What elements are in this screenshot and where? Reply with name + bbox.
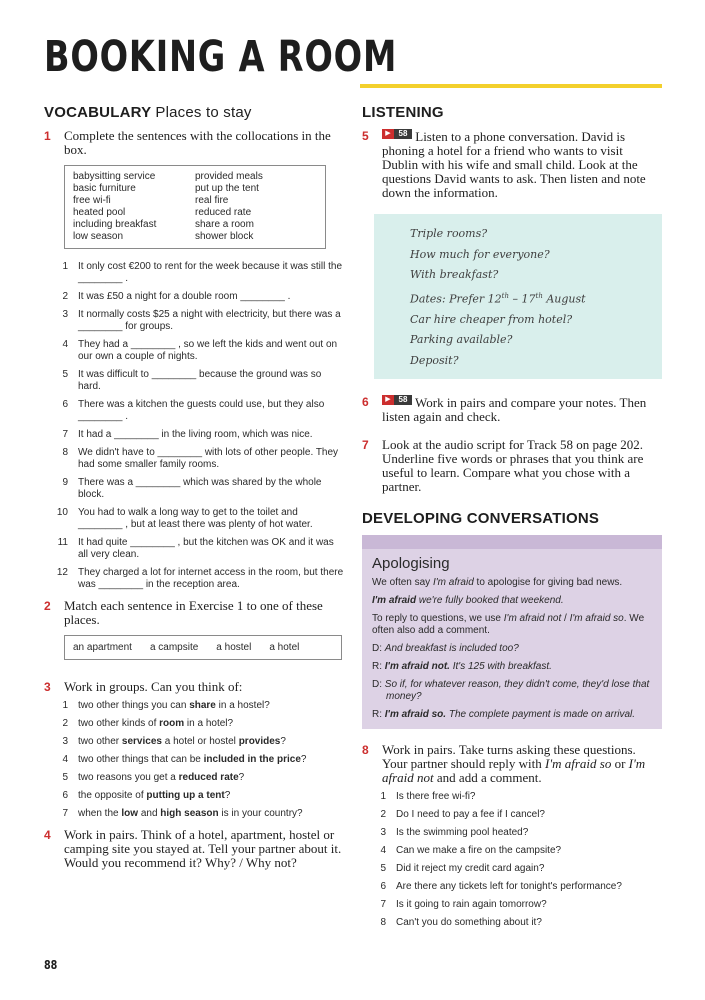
item-text: a hotel or hostel	[161, 736, 239, 747]
box-phrase: I'm afraid not	[503, 613, 562, 625]
list-item: 11 It had quite ________ , but the kitchen was OK and it was all very clean.	[57, 537, 334, 560]
item-text: It had a ________ in the living room, which was nice.	[78, 429, 313, 440]
list-item: 6 the opposite of putting up a tent?	[62, 790, 231, 801]
vocabulary-heading-light: Places to stay	[155, 104, 252, 121]
place-option: a hotel	[269, 642, 300, 653]
dialogue-text: So if, for whatever reason, they didn't come, they'd lose that money?	[384, 679, 650, 703]
exercise-instruction: Work in pairs. Think of a hotel, apartment, hostel or camping site you stayed at. Tell your partner about it. Would you recommend it? Why? / Why not?	[64, 827, 342, 870]
place-option: an apartment	[73, 642, 132, 653]
list-item: 8 Can't you do something about it?	[380, 917, 542, 929]
item-text: Is it going to rain again tomorrow?	[396, 899, 547, 911]
collocation: babysitting service	[73, 171, 156, 182]
note-line: How much for everyone?	[410, 247, 550, 261]
exercise-instruction: or	[611, 756, 629, 772]
list-item: 1 two other things you can share in a hostel?	[62, 700, 270, 711]
places-box	[64, 635, 342, 660]
audio-track-badge[interactable]	[382, 395, 412, 405]
dialogue-line	[372, 679, 652, 703]
box-text: /	[561, 613, 570, 625]
exercise-number: 8	[362, 743, 369, 758]
exercise-phrase: I'm afraid so	[544, 756, 612, 772]
exercise-instruction: Listen to a phone conversation. David is phoning a hotel for a friend who wants to visit Dublin with his wife and small child. Look at the questions David wants to ask. Then listen and note down the information.	[382, 129, 646, 200]
list-item: 1 Is there free wi-fi?	[380, 791, 476, 803]
dialogue-line	[372, 709, 652, 721]
dialogue-text: And breakfast is included too?	[384, 643, 519, 655]
exercise-number: 1	[44, 129, 51, 143]
box-text: To reply to questions, we use	[372, 613, 504, 625]
item-text: It only cost €200 to rent for the week because it was still the ________ .	[78, 261, 343, 284]
box-phrase: I'm afraid	[432, 577, 474, 589]
apologising-box	[362, 535, 662, 729]
box-example	[372, 595, 652, 607]
box-phrase: I'm afraid so.	[384, 709, 447, 721]
item-text: in a hotel?	[184, 718, 234, 729]
exercise-instruction: Look at the audio script for Track 58 on page 202. Underline five words or phrases that you think are useful to learn. Compare what you chose with a partner.	[382, 437, 644, 495]
dialogue-text: It's 125 with breakfast.	[449, 661, 552, 673]
item-keyword: included in the price	[203, 754, 301, 765]
item-text: in a hostel?	[215, 700, 270, 711]
item-text: ?	[224, 790, 231, 801]
exercise-5	[362, 129, 662, 200]
item-text: They charged a lot for internet access in the room, but there was ________ in the reception area.	[78, 567, 344, 590]
exercise-2	[44, 599, 344, 627]
item-text: ?	[300, 754, 307, 765]
note-line: Deposit?	[410, 353, 459, 367]
right-column	[362, 104, 662, 935]
item-text: It had quite ________ , but the kitchen was OK and it was all very clean.	[78, 537, 334, 560]
note-sup: th	[535, 291, 543, 300]
exercise-number: 4	[44, 828, 51, 842]
collocations-column-2	[195, 171, 317, 243]
exercise-1	[44, 129, 344, 157]
note-line	[410, 286, 662, 310]
audio-track-badge[interactable]	[382, 129, 412, 139]
exercise-number: 7	[362, 438, 369, 453]
box-paragraph	[372, 613, 652, 637]
list-item: 7 Is it going to rain again tomorrow?	[380, 899, 547, 911]
item-text: There was a kitchen the guests could use, but they also ________ .	[78, 399, 325, 422]
collocation: put up the tent	[195, 183, 259, 194]
item-text: There was a ________ which was shared by the whole block.	[78, 477, 322, 500]
list-item: 2 two other kinds of room in a hotel?	[62, 718, 234, 729]
item-keyword: share	[189, 700, 216, 711]
item-text: ?	[280, 736, 286, 747]
list-item: 1 It only cost €200 to rent for the week because it was still the ________ .	[62, 261, 343, 284]
box-phrase: I'm afraid so	[569, 613, 624, 625]
list-item: 7 It had a ________ in the living room, which was nice.	[62, 429, 313, 440]
vocabulary-heading-bold: VOCABULARY	[44, 104, 152, 121]
list-item: 5 two reasons you get a reduced rate?	[62, 772, 245, 783]
box-phrase: I'm afraid not.	[384, 661, 450, 673]
item-text: two other things you can	[78, 700, 190, 711]
track-number: 58	[394, 129, 412, 139]
list-item: 6 There was a kitchen the guests could use, but they also ________ .	[62, 399, 325, 422]
exercise-number: 3	[44, 680, 51, 694]
page-number: 88	[44, 958, 58, 972]
play-icon: ▶	[382, 395, 394, 405]
item-text: Can't you do something about it?	[396, 917, 542, 929]
vocabulary-heading	[44, 104, 344, 121]
item-text: is in your country?	[218, 808, 303, 819]
exercise-number: 5	[362, 129, 369, 143]
item-text: and	[138, 808, 161, 819]
item-text: Do I need to pay a fee if I cancel?	[396, 809, 545, 821]
item-text: They had a ________ , so we left the kids and went out on our own a couple of nights.	[78, 339, 338, 362]
box-paragraph	[372, 577, 652, 589]
item-text: It was difficult to ________ because the ground was so hard.	[78, 369, 322, 392]
collocation: basic furniture	[73, 183, 136, 194]
exercise-3-items	[44, 700, 344, 820]
item-text: Can we make a fire on the campsite?	[396, 845, 562, 857]
exercise-6	[362, 395, 662, 424]
collocation: including breakfast	[73, 219, 157, 230]
dialogue-line	[372, 661, 652, 673]
speaker-label: D:	[372, 643, 385, 655]
collocation: shower block	[195, 231, 254, 242]
exercise-8	[362, 743, 662, 785]
item-text: two other kinds of	[78, 718, 160, 729]
list-item: 4 Can we make a fire on the campsite?	[380, 845, 562, 857]
exercise-number: 2	[44, 599, 51, 613]
exercise-instruction: and add a comment.	[433, 770, 542, 786]
list-item: 4 two other things that can be included in the price?	[62, 754, 307, 765]
exercise-instruction: Complete the sentences with the collocations in the box.	[64, 128, 331, 157]
box-text: . We often also add a comment.	[372, 613, 645, 637]
dialogue-line	[372, 643, 652, 655]
item-text: two other	[78, 736, 122, 747]
collocations-column-1	[73, 171, 195, 243]
exercise-phrase: I'm afraid not	[382, 756, 646, 786]
box-text: to apologise for giving bad news.	[473, 577, 623, 589]
speaker-label: D:	[372, 679, 385, 691]
exercise-instruction: Match each sentence in Exercise 1 to one of these places.	[64, 598, 323, 627]
note-line: Triple rooms?	[410, 227, 488, 240]
item-keyword: high season	[160, 808, 219, 819]
place-option: a hostel	[216, 642, 252, 653]
list-item: 4 They had a ________ , so we left the kids and went out on our own a couple of nights.	[62, 339, 338, 362]
collocation: reduced rate	[195, 207, 252, 218]
note-text: August	[542, 292, 586, 306]
list-item: 2 It was £50 a night for a double room ________ .	[62, 291, 291, 302]
list-item: 3 It normally costs $25 a night with electricity, but there was a ________ for groups.	[62, 309, 341, 332]
item-keyword: room	[159, 718, 185, 729]
track-number: 58	[394, 395, 412, 405]
list-item: 2 Do I need to pay a fee if I cancel?	[380, 809, 545, 821]
listening-heading: LISTENING	[362, 104, 444, 121]
note-text: Dates: Prefer 12	[410, 292, 502, 306]
box-text: we're fully booked that weekend.	[416, 595, 564, 607]
list-item: 8 We didn't have to ________ with lots of other people. They had some smaller family rooms.	[62, 447, 339, 470]
item-text: It was £50 a night for a double room ________ .	[78, 291, 291, 302]
item-keyword: services	[121, 736, 162, 747]
collocation: free wi-fi	[73, 195, 111, 206]
developing-conversations-heading: DEVELOPING CONVERSATIONS	[362, 510, 600, 528]
collocation: heated pool	[73, 207, 126, 218]
exercise-8-items	[362, 791, 662, 929]
item-keyword: reduced rate	[178, 772, 239, 783]
item-text: It normally costs $25 a night with electricity, but there was a ________ for groups.	[78, 309, 341, 332]
note-line: Car hire cheaper from hotel?	[410, 312, 573, 326]
item-keyword: provides	[238, 736, 281, 747]
collocation: real fire	[195, 195, 229, 206]
item-text: You had to walk a long way to get to the toilet and ________ , but at least there was plenty of hot water.	[78, 507, 313, 530]
list-item: 10 You had to walk a long way to get to the toilet and ________ , but at least there was plenty of hot water.	[56, 507, 313, 530]
left-column	[44, 104, 344, 870]
dialogue-text: The complete payment is made on arrival.	[446, 709, 636, 721]
collocation: low season	[73, 231, 124, 242]
item-text: Did it reject my credit card again?	[396, 863, 545, 875]
box-title: Apologising	[372, 555, 450, 573]
exercise-4	[44, 828, 344, 870]
speaker-label: R:	[372, 661, 385, 673]
note-line: Parking available?	[410, 333, 513, 347]
list-item: 3 Is the swimming pool heated?	[380, 827, 529, 839]
note-sup: th	[501, 291, 509, 300]
list-item: 12 They charged a lot for internet access in the room, but there was ________ in the reception area.	[56, 567, 344, 590]
exercise-instruction: Work in pairs and compare your notes. Then listen again and check.	[382, 395, 647, 425]
item-keyword: low	[121, 808, 139, 819]
handwritten-notes	[374, 214, 662, 379]
list-item: 7 when the low and high season is in your country?	[62, 808, 303, 819]
exercise-7	[362, 438, 662, 494]
box-phrase: I'm afraid	[372, 595, 417, 607]
list-item: 9 There was a ________ which was shared by the whole block.	[62, 477, 322, 500]
place-option: a campsite	[149, 642, 199, 653]
note-text: – 17	[509, 292, 536, 306]
item-text: two reasons you get a	[78, 772, 179, 783]
item-keyword: putting up a tent	[146, 790, 225, 801]
speaker-label: R:	[372, 709, 385, 721]
exercise-number: 6	[362, 395, 369, 410]
list-item: 5 It was difficult to ________ because the ground was so hard.	[62, 369, 322, 392]
item-text: Is there free wi-fi?	[396, 791, 476, 803]
item-text: two other things that can be	[78, 754, 204, 765]
exercise-1-items	[44, 261, 344, 591]
box-text: We often say	[372, 577, 433, 589]
exercise-instruction: Work in pairs. Take turns asking these questions. Your partner should reply with	[382, 742, 636, 772]
title-rule	[360, 84, 662, 88]
item-text: ?	[238, 772, 245, 783]
item-text: Is the swimming pool heated?	[396, 827, 529, 839]
list-item: 5 Did it reject my credit card again?	[380, 863, 545, 875]
note-line: With breakfast?	[410, 268, 499, 281]
item-text: when the	[78, 808, 122, 819]
play-icon: ▶	[382, 129, 394, 139]
exercise-3	[44, 680, 344, 694]
collocation: share a room	[195, 219, 254, 230]
list-item: 6 Are there any tickets left for tonight's performance?	[380, 881, 622, 893]
collocation: provided meals	[195, 171, 263, 182]
page-title: BOOKING A ROOM	[44, 32, 398, 82]
item-text: We didn't have to ________ with lots of other people. They had some smaller family rooms.	[78, 447, 339, 470]
item-text: the opposite of	[78, 790, 147, 801]
item-text: Are there any tickets left for tonight's performance?	[396, 881, 622, 893]
list-item: 3 two other services a hotel or hostel provides?	[62, 736, 286, 747]
exercise-instruction: Work in groups. Can you think of:	[64, 679, 243, 694]
collocations-box	[64, 165, 326, 249]
